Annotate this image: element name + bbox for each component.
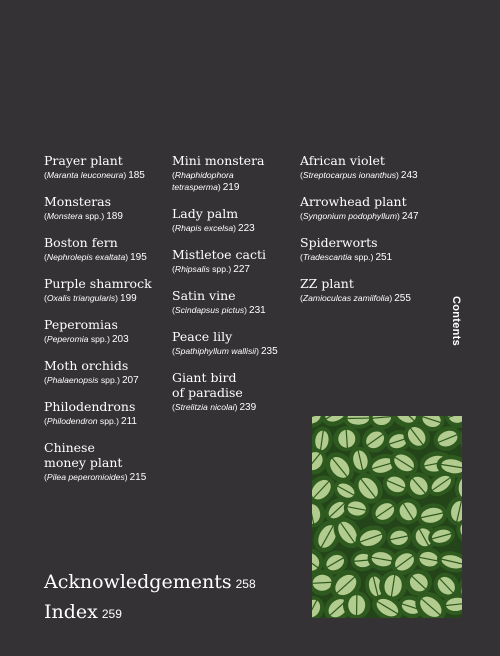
latin-suffix: spp. [82,211,102,221]
entry-subtitle [44,292,168,305]
index-entry [44,600,122,626]
paren-open: ( [172,305,175,315]
entry-title: African violet [300,153,385,168]
contents-entry [300,194,424,223]
paren-open: ( [44,375,47,385]
paren-close: ) [124,472,128,482]
paren-close: ) [396,170,399,180]
latin-suffix: spp. [98,375,118,385]
paren-open: ( [44,334,47,344]
acknowledgements-page: 258 [235,577,256,591]
entry-subtitle [44,169,168,182]
paren-close: ) [123,170,127,180]
entry-subtitle [300,292,424,305]
page-number: 243 [400,170,418,181]
latin-name: Zamioculcas zamiifolia [302,293,390,303]
page-number: 251 [375,252,393,263]
contents-entry [172,247,296,276]
contents-column-2 [172,153,296,426]
latin-name: Streptocarpus ionanthus [302,170,397,180]
entry-title: Mistletoe cacti [172,247,267,262]
latin-suffix: spp. [97,416,117,426]
paren-close: ) [107,334,110,344]
entry-subtitle [172,345,296,358]
page-number: 185 [128,170,145,181]
entry-title: Monsteras [44,194,112,209]
latin-name: Pilea peperomioides [46,472,125,482]
paren-open: ( [172,223,175,233]
latin-name: Maranta leuconeura [46,170,124,180]
contents-entry [44,153,168,182]
entry-title: Mini monstera [172,153,265,168]
contents-entry [44,194,168,223]
paren-close: ) [125,252,129,262]
paren-close: ) [256,346,259,356]
page-number: 227 [233,264,250,275]
contents-entry [172,153,296,194]
paren-close: ) [117,375,120,385]
latin-name: Syngonium podophyllum [302,211,397,221]
entry-title: Chinese money plant [44,440,123,470]
entry-subtitle [172,222,296,235]
entry-title: Boston fern [44,235,118,250]
page-number: 215 [129,472,147,483]
page-number: 211 [121,416,137,427]
entry-title: Satin vine [172,288,236,303]
contents-column-3 [300,153,424,317]
paren-open: ( [300,211,303,221]
entry-subtitle [172,401,296,414]
entry-title: Giant bird of paradise [172,370,243,400]
paren-close: ) [370,252,374,262]
paren-open: ( [44,170,47,180]
entry-subtitle [300,169,424,182]
page-number: 239 [239,402,257,413]
paren-close: ) [228,264,232,274]
contents-side-label: Contents [450,296,462,347]
contents-entry [44,440,168,484]
paren-open: ( [172,346,175,356]
paren-open: ( [44,252,47,262]
latin-name: Phalaenopsis [46,375,99,385]
contents-entry [44,399,168,428]
paren-open: ( [300,293,303,303]
page-number: 223 [238,223,255,234]
latin-suffix: spp. [209,264,229,274]
contents-entry [44,358,168,387]
paren-open: ( [44,293,47,303]
paren-close: ) [116,416,120,426]
contents-entry [44,276,168,305]
entry-subtitle [300,210,424,223]
paren-open: ( [172,264,175,274]
contents-entry [44,235,168,264]
contents-entry [172,288,296,317]
contents-entry [300,276,424,305]
page-number: 189 [106,211,123,222]
paren-close: ) [234,402,238,412]
paren-open: ( [44,211,47,221]
latin-name: Nephrolepis exaltata [46,252,126,262]
latin-name: Strelitzia nicolai [174,402,235,412]
page-number: 203 [111,334,129,345]
paren-open: ( [44,416,47,426]
latin-suffix: spp. [88,334,108,344]
contents-entry [44,317,168,346]
entry-subtitle [172,263,296,276]
acknowledgements-title: Acknowledgements [44,571,232,593]
entry-title: Philodendrons [44,399,136,414]
entry-subtitle [44,415,168,428]
entry-title: ZZ plant [300,276,354,291]
latin-name: Peperomia [46,334,89,344]
contents-entry [300,235,424,264]
entry-title: Spiderworts [300,235,378,250]
entry-title: Moth orchids [44,358,129,373]
entry-title: Purple shamrock [44,276,152,291]
latin-name: Spathiphyllum wallisii [174,346,257,356]
paren-open: ( [172,402,175,412]
latin-name: Scindapsus pictus [174,305,245,315]
contents-entry [172,329,296,358]
entry-title: Peperomias [44,317,118,332]
entry-subtitle [300,251,424,264]
latin-name: Rhapis excelsa [174,223,234,233]
latin-name: Philodendron [46,416,98,426]
entry-subtitle [44,251,168,264]
entry-subtitle [44,333,168,346]
paren-open: ( [300,252,303,262]
entry-title: Lady palm [172,206,239,221]
plant-photo [312,416,462,618]
contents-entry [300,153,424,182]
contents-column-1 [44,153,168,496]
paren-close: ) [115,293,119,303]
entry-subtitle [172,304,296,317]
page-number: 219 [222,182,240,193]
latin-name: Oxalis triangularis [46,293,116,303]
paren-close: ) [389,293,393,303]
page-number: 207 [122,375,139,386]
page-number: 235 [260,346,278,357]
entry-subtitle [172,169,296,194]
latin-name: Rhipsalis [174,264,210,274]
page-number: 199 [120,293,137,304]
page-number: 247 [401,211,419,222]
latin-name: Tradescantia [302,252,352,262]
page-number: 195 [130,252,147,263]
latin-name: Monstera [46,211,83,221]
paren-open: ( [172,170,175,180]
paren-close: ) [233,223,237,233]
entry-subtitle [44,210,168,223]
paren-close: ) [101,211,105,221]
entry-subtitle [44,374,168,387]
acknowledgements-entry [44,570,256,596]
paren-open: ( [44,472,47,482]
page-number: 255 [394,293,411,304]
contents-entry [172,370,296,414]
latin-suffix: spp. [351,252,371,262]
paren-open: ( [300,170,303,180]
entry-title: Peace lily [172,329,233,344]
page-number: 231 [249,305,266,316]
index-title: Index [44,601,98,623]
index-page: 259 [101,607,122,621]
paren-close: ) [217,182,221,192]
paren-close: ) [397,211,400,221]
paren-close: ) [244,305,248,315]
contents-entry [172,206,296,235]
latin-name: Rhaphidophora tetrasperma [172,170,234,192]
entry-title: Prayer plant [44,153,123,168]
entry-title: Arrowhead plant [300,194,407,209]
entry-subtitle [44,471,168,484]
